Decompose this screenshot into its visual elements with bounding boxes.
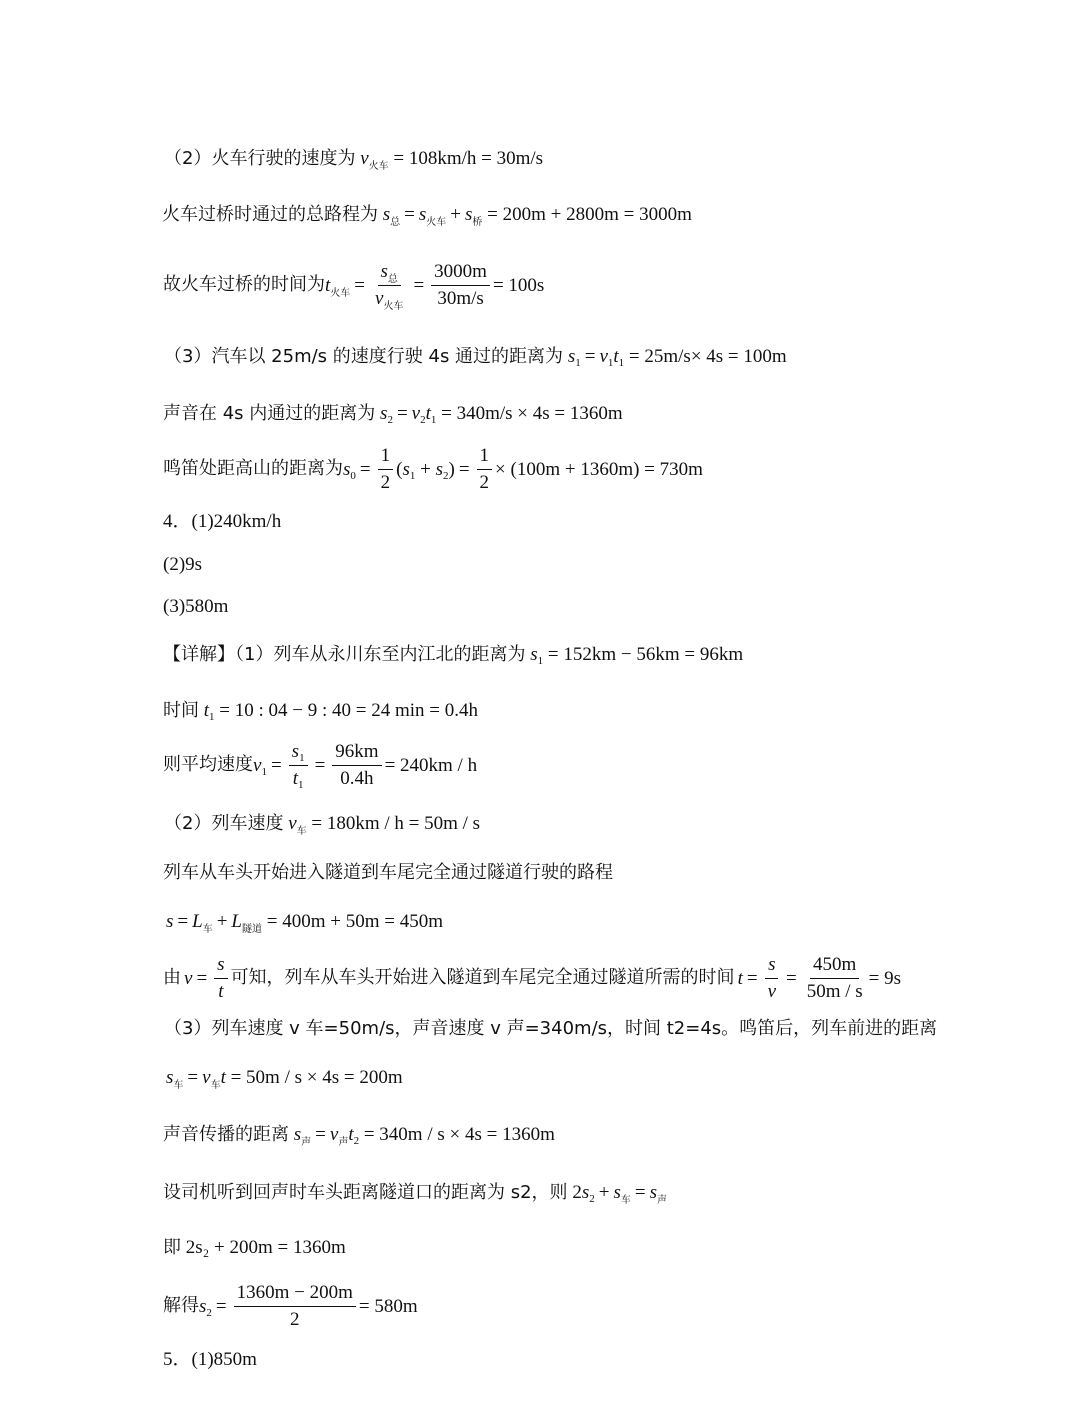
line-train-speed (164, 148, 544, 172)
solve-den: 2 (290, 1308, 300, 1330)
line-bridge-time: 故火车过桥的时间为 $t_{火车}$ = $\frac{s_总}{v_{火车}}$ = $\frac{3000m}{30m/s}$ = 100s (163, 261, 545, 312)
line-solve: 解得 $s_2$ = $\frac{1360m - 200m}{2}$ = 580m (163, 1282, 418, 1330)
bridge-path-eq: = 200m + 2800m = 3000m (487, 204, 692, 225)
bridge-path-intro: 火车过桥时通过的总路程为 (162, 204, 378, 225)
train-speed-2-eq: = 180km / h = 50m / s (311, 813, 481, 834)
q4-answer-3: (3)580m (163, 596, 229, 617)
time-eq: = 10 : 04 − 9 : 40 = 24 min = 0.4h (219, 700, 479, 721)
horn-distance-intro: 鸣笛处距高山的距离为 (163, 458, 343, 480)
known-result: = 9s (868, 967, 902, 989)
detail-eq: = 152km − 56km = 96km (547, 644, 744, 665)
line-car-distance (164, 346, 787, 369)
sound-distance-eq: = 340m/s × 4s = 1360m (441, 403, 623, 424)
bridge-time-num: 3000m (431, 262, 490, 286)
line-average-speed: 则平均速度 $v_1$ = $\frac{s_1}{t_1}$ = $\frac{96km}{0.4h}$ = 240km / h (163, 741, 478, 791)
eq2: 2s₂ + 200m = 1360m (185, 1237, 346, 1258)
sound-prop-eq: = 340m / s × 4s = 1360m (363, 1124, 555, 1145)
bridge-time-den: 30m/s (437, 287, 484, 309)
line-sound-propagation: 声音传播的距离 $s_声 = v_声t_2 = 340m / s \times 4s = 1360m$ (163, 1124, 555, 1148)
solve-intro: 解得 (163, 1295, 199, 1317)
avg-frac-symbolic: $\frac{s_1}{t_1}$ (289, 742, 308, 789)
detail-intro: 【详解】（1）列车从永川东至内江北的距离为 (163, 644, 526, 665)
known-intro: 由 (163, 967, 181, 989)
line-tunnel-time: 由 v = $\frac{s}{t}$ 可知，列车从车头开始进入隧道到车尾完全通过隧道所需的时间 t = $\frac{s}{v}$ = $\frac{450m}{50m / s}$ = 9s (163, 954, 902, 1002)
avg-den: 0.4h (340, 767, 374, 789)
known-den: 50m / s (806, 980, 863, 1002)
bridge-time-result: = 100s (492, 274, 545, 296)
line-detail-distance: 【详解】（1）列车从永川东至内江北的距离为 $s_1 = 152km - 56km = 96km$ (163, 644, 744, 667)
avg-intro: 则平均速度 (163, 754, 253, 776)
avg-num: 96km (332, 742, 381, 766)
line-time: 时间 $t_1 = 10$ : 04 − 9 : 40 = 24 min = 0.4h (163, 700, 479, 723)
path-sentence: 列车从车头开始进入隧道到车尾完全通过隧道行驶的路程 (163, 862, 613, 883)
car-distance-vars: $s_1 = v_1t_1$ (567, 346, 625, 369)
avg-frac-numeric (332, 742, 381, 789)
avg-result: = 240km / h (384, 754, 478, 776)
train-speed-var: $v_{火车}$ (360, 148, 389, 172)
line-part3-text: （3）列车速度 v 车=50m/s，声音速度 v 声=340m/s，时间 t2=4s。鸣笛后，列车前进的距离 (164, 1018, 938, 1039)
solve-result: = 580m (358, 1295, 418, 1317)
known-num: 450m (810, 955, 859, 979)
line-horn-distance: 鸣笛处距高山的距离为 $s_0$ = $\frac{1}{2}$ $(s_1 + s_2)$ = $\frac{1}{2}$ × (100m + 1360m) = 730m (163, 445, 703, 493)
bridge-time-frac-symbolic: $\frac{s_总}{v_{火车}}$ (375, 261, 404, 312)
line-bridge-path (162, 204, 692, 228)
line-setup: 设司机听到回声时车头距离隧道口的距离为 s2，则 $2s_2 + s_车 = s_声$ (163, 1182, 667, 1206)
setup-text: 设司机听到回声时车头距离隧道口的距离为 s2，则 (163, 1182, 568, 1203)
sound-prop-intro: 声音传播的距离 (163, 1124, 289, 1145)
sound-distance-vars: $s_2 = v_2t_1$ (380, 403, 437, 426)
train-speed-2-intro: （2）列车速度 (164, 813, 284, 834)
bridge-time-frac-numeric (431, 262, 490, 309)
train-distance-eq: = 50m / s × 4s = 200m (230, 1067, 403, 1088)
sound-distance-intro: 声音在 4s 内通过的距离为 (163, 403, 376, 424)
train-speed-intro: （2）火车行驶的速度为 (164, 148, 356, 169)
horn-distance-eq: × (100m + 1360m) = 730m (495, 458, 703, 480)
train-speed-eq: = 108km/h = 30m/s (393, 148, 544, 169)
speed-def-frac: $\frac{s}{t}$ (214, 955, 227, 1002)
eq2-intro: 即 (163, 1237, 181, 1258)
tunnel-frac-symbolic: $\frac{s}{v}$ (765, 955, 779, 1002)
horn-half-frac: $\frac{1}{2}$ (378, 446, 394, 493)
tunnel-frac-numeric (804, 955, 866, 1002)
solve-frac (234, 1283, 356, 1330)
car-distance-eq: = 25m/s× 4s = 100m (628, 346, 787, 367)
horn-half-frac-2: $\frac{1}{2}$ (477, 446, 493, 493)
bridge-path-vars: $s_总 = s_{火车} + s_桥$ (382, 204, 483, 228)
line-sound-distance (163, 403, 623, 426)
line-path-eq: $s = L_车 + L_{隧道} = 400m + 50m = 450m$ (166, 911, 443, 935)
q4-answer-1: 4．(1)240km/h (163, 511, 282, 532)
q5-answer-1: 5．(1)850m (163, 1349, 257, 1370)
known-mid: 可知，列车从车头开始进入隧道到车尾完全通过隧道所需的时间 (230, 967, 735, 989)
bridge-time-var: $t_{火车}$ = (325, 274, 365, 299)
solve-num: 1360m − 200m (234, 1283, 356, 1307)
time-intro: 时间 (163, 700, 199, 721)
bridge-time-intro: 故火车过桥的时间为 (163, 274, 325, 296)
line-train-distance: $s_车 = v_车t = 50m / s \times 4s = 200m$ (166, 1067, 403, 1091)
path-eq: = 400m + 50m = 450m (266, 911, 443, 932)
q4-answer-2: (2)9s (163, 554, 203, 575)
line-equation-2 (163, 1238, 346, 1257)
car-distance-intro: （3）汽车以 25m/s 的速度行驶 4s 通过的距离为 (164, 346, 564, 367)
line-train-speed-2: （2）列车速度 $v_车 = 180km / h = 50m / s$ (164, 813, 481, 837)
